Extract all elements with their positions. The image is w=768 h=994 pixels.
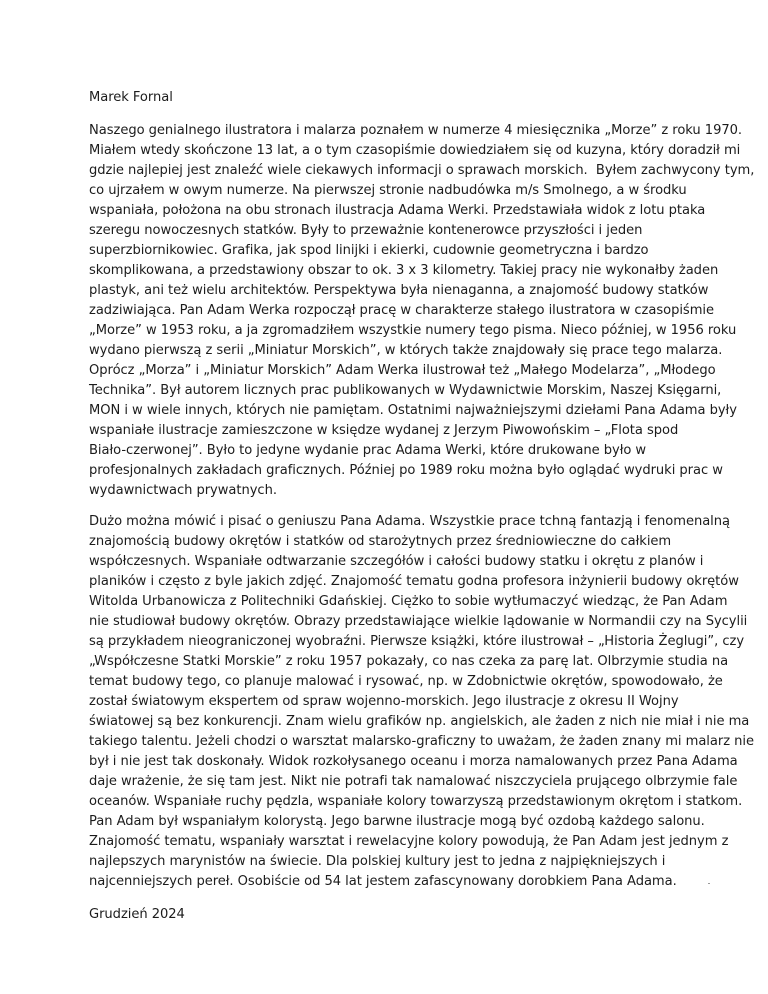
paragraph-line: najlepszych marynistów na świecie. Dla polskiej kultury jest to jedna z najpiękniejszych i <box>89 854 666 869</box>
paragraph-line: współczesnych. Wspaniałe odtwarzanie szczegółów i całości budowy statku i okrętu z planów i <box>89 554 704 569</box>
paragraph-line: Miałem wtedy skończone 13 lat, a o tym czasopiśmie dowiedziałem się od kuzyna, który doradził mi <box>89 143 741 158</box>
paragraph-line: światowej są bez konkurencji. Znam wielu grafików np. angielskich, ale żaden z nich nie miał i nie ma <box>89 714 750 729</box>
paragraph-line: wydano pierwszą z serii „Miniatur Morskich”, w których także znajdowały się prace tego malarza. <box>89 343 723 358</box>
paragraph-line: Oprócz „Morza” i „Miniatur Morskich” Adam Werka ilustrował też „Małego Modelarza”, „Młodego <box>89 363 716 378</box>
paragraph-line: daje wrażenie, że się tam jest. Nikt nie potrafi tak namalować niszczyciela prującego olbrzymie fale <box>89 774 738 789</box>
paragraph-line: gdzie najlepiej jest znaleźć wiele ciekawych informacji o sprawach morskich. Byłem zachwycony tym, <box>89 163 755 178</box>
paragraph-line: wspaniała, położona na obu stronach ilustracja Adama Werki. Przedstawiała widok z lotu ptaka <box>89 203 706 218</box>
paragraph-line: został światowym ekspertem od spraw wojenno-morskich. Jego ilustracje z okresu II Wojny <box>89 694 679 709</box>
paragraph-line: znajomością budowy okrętów i statków od starożytnych przez średniowieczne do całkiem <box>89 534 672 549</box>
author-name: Marek Fornal <box>89 90 173 105</box>
paragraph-line: profesjonalnych zakładach graficznych. Później po 1989 roku można było oglądać wydruki prac w <box>89 463 723 478</box>
paragraph-line: zadziwiająca. Pan Adam Werka rozpoczął pracę w charakterze stałego ilustratora w czasopiśmie <box>89 303 714 318</box>
paragraph-line: są przykładem nieograniczonej wyobraźni. Pierwsze książki, które ilustrował – „Historia Żeglugi”, czy <box>89 634 745 649</box>
paragraph-line: Dużo można mówić i pisać o geniuszu Pana Adama. Wszystkie prace tchną fantazją i fenomenalną <box>89 514 730 529</box>
paragraph-line: najcenniejszych pereł. Osobiście od 54 lat jestem zafascynowany dorobkiem Pana Adama. <box>89 874 677 889</box>
paragraph-line: nie studiował budowy okrętów. Obrazy przedstawiające wielkie lądowanie w Normandii czy na Sycylii <box>89 614 748 629</box>
paragraph-line: MON i w wiele innych, których nie pamiętam. Ostatnimi najważniejszymi dziełami Pana Adama były <box>89 403 737 418</box>
paragraph-line: superzbiornikowiec. Grafika, jak spod linijki i ekierki, cudownie geometryczna i bardzo <box>89 243 649 258</box>
paragraph-line: planików i często z byle jakich zdjęć. Znajomość tematu godna profesora inżynierii budowy okrętów <box>89 574 739 589</box>
paragraph-line: wspaniałe ilustracje zamieszczone w księdze wydanej z Jerzym Piwowońskim – „Flota spod <box>89 423 679 438</box>
paragraph-line: Znajomość tematu, wspaniały warsztat i rewelacyjne kolory powodują, że Pan Adam jest jednym z <box>89 834 729 849</box>
paragraph-line: Biało-czerwonej”. Było to jedyne wydanie prac Adama Werki, które drukowane było w <box>89 443 647 458</box>
paragraph-line: szeregu nowoczesnych statków. Były to przeważnie kontenerowce przyszłości i jeden <box>89 223 643 238</box>
paragraph-line: „Morze” w 1953 roku, a ja zgromadziłem wszystkie numery tego pisma. Nieco później, w 1956 roku <box>89 323 737 338</box>
paragraph-line: Witolda Urbanowicza z Politechniki Gdańskiej. Ciężko to sobie wytłumaczyć wiedząc, że Pan Adam <box>89 594 728 609</box>
paragraph-line: temat budowy tego, co planuje malować i rysować, np. w Zdobnictwie okrętów, spowodowało, że <box>89 674 723 689</box>
paragraph-line: co ujrzałem w owym numerze. Na pierwszej stronie nadbudówka m/s Smolnego, a w środku <box>89 183 687 198</box>
paragraph-line: Technika”. Był autorem licznych prac publikowanych w Wydawnictwie Morskim, Naszej Księgarni, <box>89 383 722 398</box>
paragraph-line: wydawnictwach prywatnych. <box>89 483 277 498</box>
scan-speck <box>708 883 710 884</box>
paragraph-line: „Współczesne Statki Morskie” z roku 1957 pokazały, co nas czeka za parę lat. Olbrzymie studia na <box>89 654 729 669</box>
paragraph-line: był i nie jest tak doskonały. Widok rozkołysanego oceanu i morza namalowanych przez Pana Adama <box>89 754 738 769</box>
document-date: Grudzień 2024 <box>89 907 185 922</box>
paragraph-line: plastyk, ani też wielu architektów. Perspektywa była nienaganna, a znajomość budowy statków <box>89 283 709 298</box>
paragraph-line: Pan Adam był wspaniałym kolorystą. Jego barwne ilustracje mogą być ozdobą każdego salonu. <box>89 814 705 829</box>
paragraph-line: oceanów. Wspaniałe ruchy pędzla, wspaniałe kolory towarzyszą przedstawionym okrętom i statkom. <box>89 794 743 809</box>
paragraph-line: takiego talentu. Jeżeli chodzi o warsztat malarsko-graficzny to uważam, że żaden znany mi malarz nie <box>89 734 754 749</box>
paragraph-line: Naszego genialnego ilustratora i malarza poznałem w numerze 4 miesięcznika „Morze” z roku 1970. <box>89 123 743 138</box>
paragraph-line: skomplikowana, a przedstawiony obszar to ok. 3 x 3 kilometry. Takiej pracy nie wykonałby żaden <box>89 263 719 278</box>
